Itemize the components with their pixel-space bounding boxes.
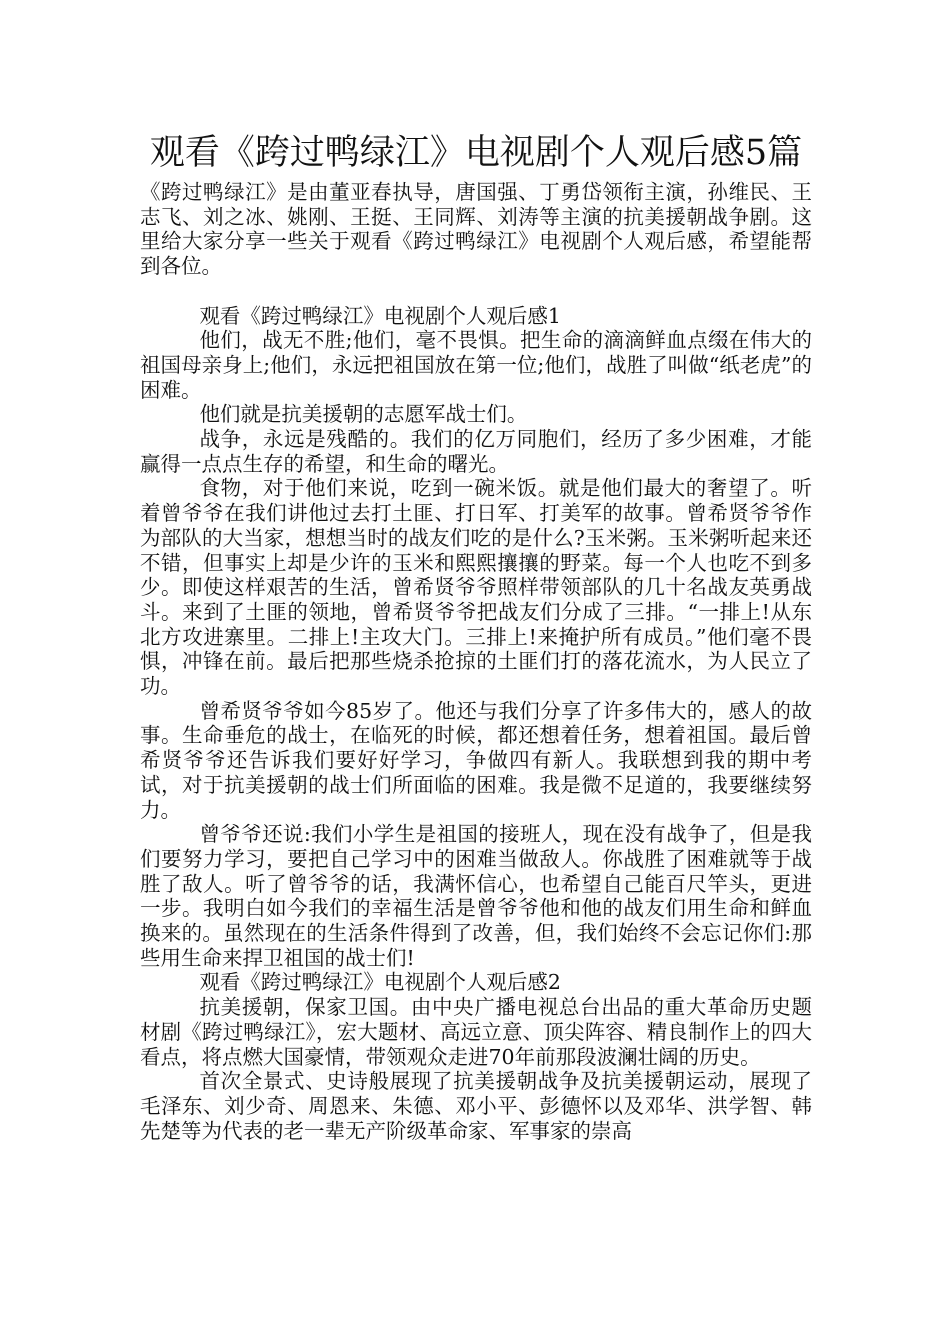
body-paragraph: 抗美援朝，保家卫国。由中央广播电视总台出品的重大革命历史题材剧《跨过鸭绿江》，宏大题材、高远立意、顶尖阵容、精良制作上的四大看点，将点燃大国豪情，带领观众走进70年前那段波澜壮阔的历史。 bbox=[140, 995, 812, 1069]
body-paragraph: 曾爷爷还说:我们小学生是祖国的接班人，现在没有战争了，但是我们要努力学习，要把自己学习中的困难当做敌人。你战胜了困难就等于战胜了敌人。听了曾爷爷的话，我满怀信心，也希望自己能百尺竿头，更进一步。我明白如今我们的幸福生活是曾爷爷他和他的战友们用生命和鲜血换来的。虽然现在的生活条件得到了改善，但，我们始终不会忘记你们:那些用生命来捍卫祖国的战士们! bbox=[140, 822, 812, 970]
body-paragraph: 战争，永远是残酷的。我们的亿万同胞们，经历了多少困难，才能赢得一点点生存的希望，和生命的曙光。 bbox=[140, 427, 812, 476]
document-title: 观看《跨过鸭绿江》电视剧个人观后感5篇 bbox=[149, 133, 803, 173]
document-page bbox=[140, 128, 812, 1143]
body-paragraph: 首次全景式、史诗般展现了抗美援朝战争及抗美援朝运动，展现了毛泽东、刘少奇、周恩来、朱德、邓小平、彭德怀以及邓华、洪学智、韩先楚等为代表的老一辈无产阶级革命家、军事家的崇高 bbox=[140, 1069, 812, 1143]
section-heading-2: 观看《跨过鸭绿江》电视剧个人观后感2 bbox=[199, 970, 561, 995]
body-paragraph: 他们就是抗美援朝的志愿军战士们。 bbox=[199, 402, 528, 427]
paragraph-spacer bbox=[140, 279, 812, 304]
section-heading-1: 观看《跨过鸭绿江》电视剧个人观后感1 bbox=[199, 303, 561, 328]
intro-paragraph: 《跨过鸭绿江》是由董亚春执导，唐国强、丁勇岱领衔主演，孙维民、王志飞、刘之冰、姚刚、王挺、王同辉、刘涛等主演的抗美援朝战争剧。这里给大家分享一些关于观看《跨过鸭绿江》电视剧个人观后感，希望能帮到各位。 bbox=[140, 180, 812, 279]
body-paragraph: 食物，对于他们来说，吃到一碗米饭。就是他们最大的奢望了。听着曾爷爷在我们讲他过去打土匪、打日军、打美军的故事。曾希贤爷爷作为部队的大当家，想想当时的战友们吃的是什么?玉米粥。玉米粥听起来还不错，但事实上却是少许的玉米和熙熙攘攘的野菜。每一个人也吃不到多少。即使这样艰苦的生活，曾希贤爷爷照样带领部队的几十名战友英勇战斗。来到了土匪的领地，曾希贤爷爷把战友们分成了三排。“一排上!从东北方攻进寨里。二排上!主攻大门。三排上!来掩护所有成员。”他们毫不畏惧，冲锋在前。最后把那些烧杀抢掠的土匪们打的落花流水，为人民立了功。 bbox=[140, 476, 812, 699]
document-body bbox=[140, 180, 812, 1143]
body-paragraph: 曾希贤爷爷如今85岁了。他还与我们分享了许多伟大的，感人的故事。生命垂危的战士，在临死的时候，都还想着任务，想着祖国。最后曾希贤爷爷还告诉我们要好好学习，争做四有新人。我联想到我的期中考试，对于抗美援朝的战士们所面临的困难。我是微不足道的，我要继续努力。 bbox=[140, 698, 812, 822]
body-paragraph: 他们，战无不胜;他们，毫不畏惧。把生命的滴滴鲜血点缀在伟大的祖国母亲身上;他们，永远把祖国放在第一位;他们，战胜了叫做“纸老虎”的困难。 bbox=[140, 328, 812, 402]
